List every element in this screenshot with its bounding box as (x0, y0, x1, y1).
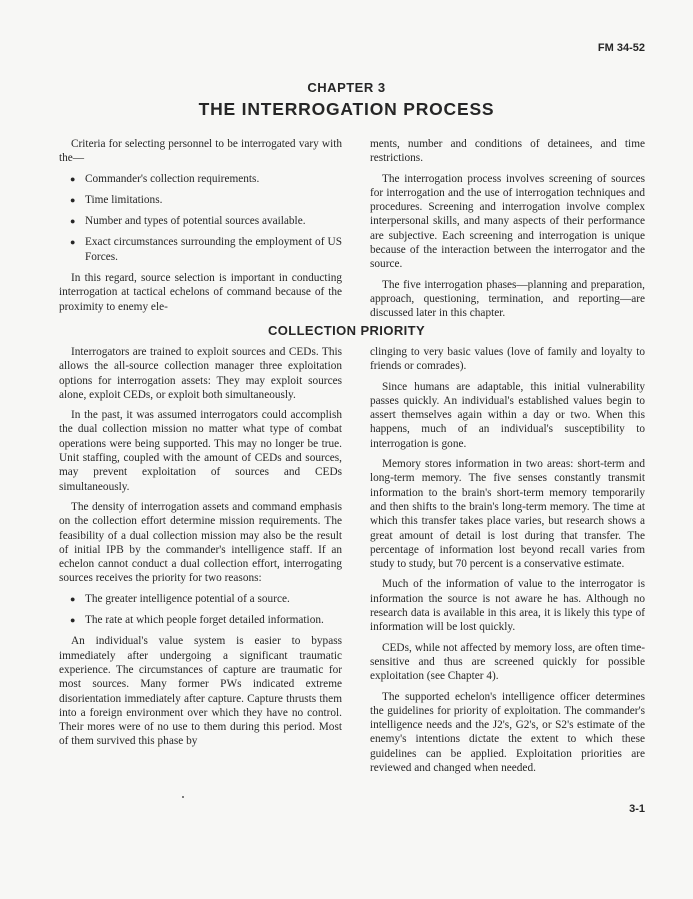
chapter-label: CHAPTER 3 (307, 80, 386, 95)
paragraph: The interrogation process involves screening of sources for interrogation and the use of interrogation techniques and procedures. Screening and interrogation involve complex interpersonal skills, and many aspects of their performance are subjective. Each screening and interrogation is unique because of the interaction between the interrogator and the source. (370, 172, 645, 271)
paragraph: clinging to very basic values (love of family and loyalty to friends or comrades). (370, 346, 645, 373)
chapter-title: THE INTERROGATION PROCESS (198, 99, 495, 119)
list-item: ● The rate at which people forget detailed information. (70, 614, 324, 627)
bullet-icon: ● (70, 194, 76, 205)
paragraph: Much of the information of value to the interrogator is information the source is not aware he has. Although no research data is available in this area, it is likely this type of information will be lost quickly. (370, 578, 645, 634)
list-item: ● Exact circumstances surrounding the employment of US Forces. (70, 236, 342, 263)
intro-left-column (59, 137, 342, 320)
paragraph: Interrogators are trained to exploit sources and CEDs. This allows the all-source collection manager three exploitation options for interrogation assets: They may exploit sources alone, exploit CEDs, or exploit both simultaneously. (59, 346, 342, 401)
page-number: 3-1 (629, 803, 645, 815)
manual-number: FM 34-52 (597, 42, 645, 54)
paragraph: The supported echelon's intelligence officer determines the guidelines for priority of exploitation. The commander's intelligence needs and the J2's, G2's, or S2's estimate of the enemy's intentions dictate the extent to which these guidelines can be applied. Exploitation priorities are reviewed and changed when needed. (370, 690, 645, 775)
paragraph: ments, number and conditions of detainees, and time restrictions. (370, 138, 645, 165)
list-item: ● Time limitations. (70, 193, 163, 206)
intro-right-column (370, 137, 645, 327)
right-column (370, 345, 645, 781)
paragraph: In this regard, source selection is important in conducting interrogation at tactical echelons of command because of the proximity to enemy ele- (59, 272, 342, 313)
paragraph: The five interrogation phases—planning and preparation, approach, questioning, termination, and reporting—are discussed later in this chapter. (370, 278, 645, 320)
left-column (59, 345, 342, 755)
paragraph: In the past, it was assumed interrogators could accomplish the dual collection mission no matter what type of combat operations were being supported. This may no longer be true. Unit staffing, coupled with the amount of CEDs and sources, may prevent exploitation of sources and CEDs simultaneously. (59, 409, 342, 493)
intro-lead: Criteria for selecting personnel to be interrogated vary with the— (59, 138, 342, 165)
section-heading: COLLECTION PRIORITY (267, 323, 426, 338)
scan-speck (182, 796, 184, 798)
list-item: ● Commander's collection requirements. (70, 172, 260, 185)
paragraph: An individual's value system is easier to bypass immediately after undergoing a significant traumatic experience. The circumstances of capture are traumatic for most sources. Many former PWs indicated extreme disorientation immediately after capture. Capture thrusts them into a foreign environment over which they have no control. Their mores were of no use to them during this period. Most of them survived this phase by (59, 635, 342, 748)
paragraph: Since humans are adaptable, this initial vulnerability passes quickly. An individual's established values begin to assert themselves again within a day or two. When this happens, much of an individual's susceptibility to interrogation is gone. (370, 380, 645, 450)
bullet-icon: ● (70, 237, 76, 248)
reasons-list (59, 592, 342, 628)
paragraph: The density of interrogation assets and command emphasis on the collection effort determine mission requirements. The feasibility of a dual collection mission may also be the result of initial IPB by the commander's intelligence staff. If an echelon cannot conduct a dual collection effort, interrogating sources receives the priority for two reasons: (59, 500, 342, 585)
list-item: ● The greater intelligence potential of a source. (70, 592, 290, 605)
bullet-icon: ● (70, 216, 76, 227)
list-item: ● Number and types of potential sources available. (70, 215, 306, 228)
paragraph: Memory stores information in two areas: short-term and long-term memory. The five senses constantly transmit information to the brain's short-term memory temporarily and then shifts to the brain's long-term memory. The time at which this transfer takes place varies, but research shows a great amount of detail is lost during that transfer. The percentage of information lost beyond recall varies from study to study, but 70 percent is a conservative estimate. (370, 458, 645, 571)
bullet-icon: ● (70, 593, 76, 604)
bullet-icon: ● (70, 173, 76, 184)
criteria-list (59, 172, 342, 264)
paragraph: CEDs, while not affected by memory loss, are often time-sensitive and thus are screened quickly for possible exploitation (see Chapter 4). (370, 641, 645, 683)
bullet-icon: ● (70, 615, 76, 626)
